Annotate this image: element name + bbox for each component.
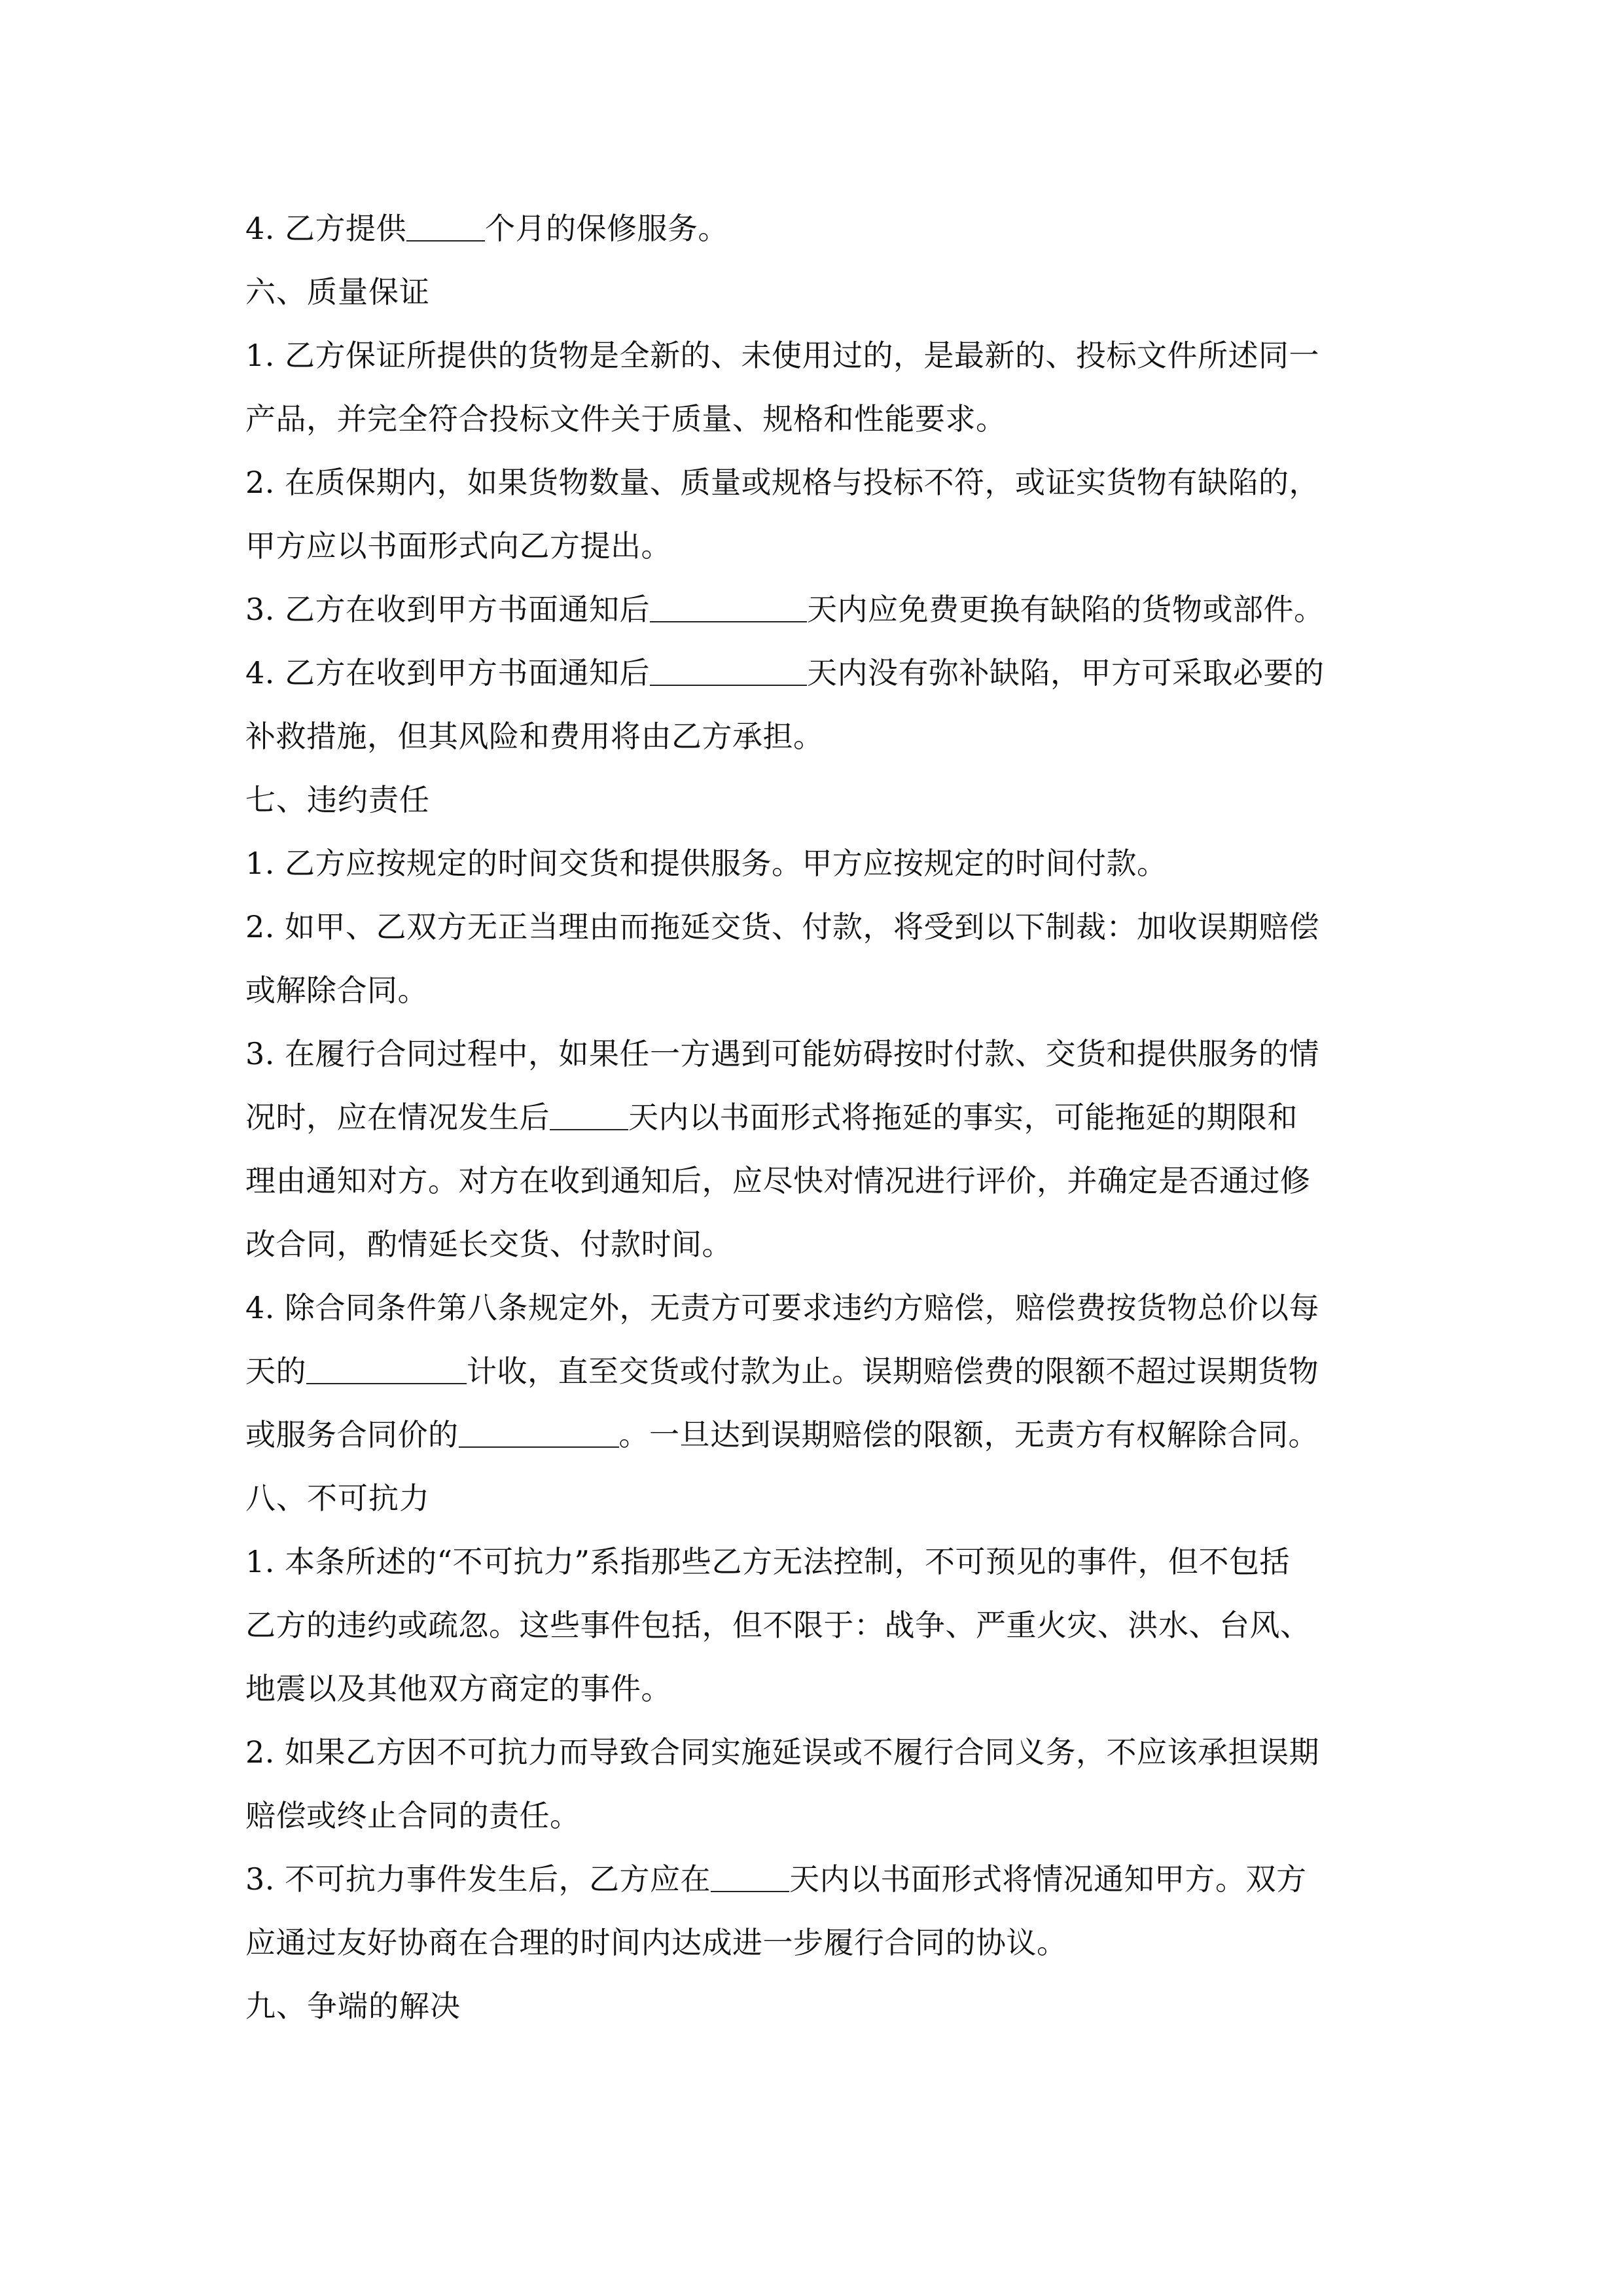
fill-in-blank (650, 655, 807, 686)
text-segment: 天内应免费更换有缺陷的货物或部件。 (807, 592, 1325, 627)
text-segment: 况时，应在情况发生后 (245, 1100, 550, 1135)
paragraph-line: 地震以及其他双方商定的事件。 (245, 1671, 671, 1706)
text-segment: 4. 乙方提供 (245, 211, 407, 246)
paragraph-line: 应通过友好协商在合理的时间内达成进一步履行合同的协议。 (245, 1925, 1067, 1960)
paragraph-line-with-blank (245, 1348, 1423, 1394)
text-segment: 天内以书面形式将情况通知甲方。双方 (789, 1861, 1307, 1897)
fill-in-blank (650, 591, 807, 622)
text-segment: 计收，直至交货或付款为止。误期赔偿费的限额不超过误期货物 (467, 1354, 1319, 1389)
paragraph-line-with-blank (245, 1094, 1423, 1140)
section-heading-quality-assurance: 六、质量保证 (245, 274, 430, 310)
paragraph-line: 补救措施，但其风险和费用将由乙方承担。 (245, 719, 824, 754)
text-segment: 天的 (245, 1354, 306, 1389)
paragraph-line: 4. 除合同条件第八条规定外，无责方可要求违约方赔偿，赔偿费按货物总价以每 (245, 1290, 1320, 1325)
fill-in-blank (459, 1416, 619, 1448)
paragraph-line: 乙方的违约或疏忽。这些事件包括，但不限于：战争、严重火灾、洪水、台风、 (245, 1607, 1311, 1643)
text-segment: 个月的保修服务。 (485, 211, 729, 246)
paragraph-line: 2. 如果乙方因不可抗力而导致合同实施延误或不履行合同义务，不应该承担误期 (245, 1734, 1320, 1770)
paragraph-line-with-blank (245, 1856, 1423, 1902)
fill-in-blank (306, 1353, 467, 1384)
paragraph-line: 2. 在质保期内，如果货物数量、质量或规格与投标不符，或证实货物有缺陷的， (245, 465, 1320, 500)
text-segment: 。一旦达到误期赔偿的限额，无责方有权解除合同。 (618, 1417, 1319, 1452)
text-segment: 或服务合同价的 (245, 1417, 459, 1452)
fill-in-blank (406, 210, 485, 242)
paragraph-line: 1. 乙方保证所提供的货物是全新的、未使用过的，是最新的、投标文件所述同一 (245, 338, 1320, 373)
clause-6-4-warranty-months (245, 206, 1423, 251)
paragraph-line: 产品，并完全符合投标文件关于质量、规格和性能要求。 (245, 401, 1007, 437)
section-heading-force-majeure: 八、不可抗力 (245, 1480, 430, 1516)
paragraph-line-with-blank (245, 586, 1423, 632)
text-segment: 天内以书面形式将拖延的事实，可能拖延的期限和 (628, 1100, 1298, 1135)
paragraph-line-with-blank (245, 1412, 1423, 1458)
fill-in-blank (550, 1099, 628, 1130)
section-heading-dispute-resolution: 九、争端的解决 (245, 1988, 461, 2024)
paragraph-line: 3. 在履行合同过程中，如果任一方遇到可能妨碍按时付款、交货和提供服务的情 (245, 1036, 1320, 1071)
paragraph-line: 甲方应以书面形式向乙方提出。 (245, 528, 671, 564)
paragraph-line: 1. 本条所述的“不可抗力”系指那些乙方无法控制，不可预见的事件，但不包括 (245, 1544, 1291, 1579)
text-segment: 天内没有弥补缺陷，甲方可采取必要的 (807, 655, 1325, 691)
paragraph-line: 1. 乙方应按规定的时间交货和提供服务。甲方应按规定的时间付款。 (245, 846, 1168, 881)
paragraph-line: 或解除合同。 (245, 973, 428, 1008)
fill-in-blank (711, 1861, 789, 1892)
text-segment: 3. 乙方在收到甲方书面通知后 (245, 592, 651, 627)
paragraph-line: 2. 如甲、乙双方无正当理由而拖延交货、付款，将受到以下制裁：加收误期赔偿 (245, 909, 1320, 944)
text-segment: 4. 乙方在收到甲方书面通知后 (245, 655, 651, 691)
paragraph-line: 赔偿或终止合同的责任。 (245, 1798, 580, 1833)
paragraph-line-with-blank (245, 650, 1423, 696)
paragraph-line: 理由通知对方。对方在收到通知后，应尽快对情况进行评价，并确定是否通过修 (245, 1163, 1311, 1198)
section-heading-liability: 七、违约责任 (245, 782, 430, 817)
paragraph-line: 改合同，酌情延长交货、付款时间。 (245, 1227, 732, 1262)
text-segment: 3. 不可抗力事件发生后，乙方应在 (245, 1861, 711, 1897)
